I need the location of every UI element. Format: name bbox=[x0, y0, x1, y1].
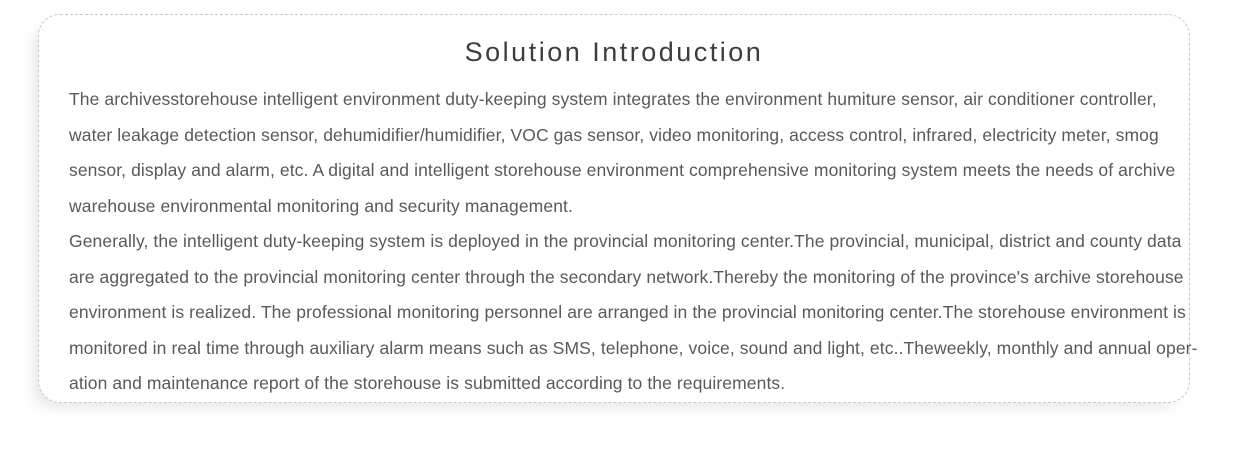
text-line: monitored in real time through auxiliary alarm means such as SMS, telephone, voice, sound and light, etc..Theweekly, monthly and annual oper- bbox=[69, 337, 1198, 358]
solution-introduction-card bbox=[38, 14, 1198, 403]
text-line: The archivesstorehouse intelligent environment duty-keeping system integrates the environment humiture sensor, air conditioner controller, bbox=[69, 89, 1157, 109]
text-line: ation and maintenance report of the storehouse is submitted according to the requirements. bbox=[69, 373, 786, 393]
text-line: are aggregated to the provincial monitoring center through the secondary network.Thereby the monitoring of the province's archive storehouse bbox=[69, 266, 1184, 287]
section-title: Solution Introduction bbox=[464, 37, 764, 67]
text-line: environment is realized. The professional monitoring personnel are arranged in the provincial monitoring center.The storehouse environment is bbox=[69, 302, 1186, 322]
text-line: warehouse environmental monitoring and security management. bbox=[69, 195, 573, 216]
paragraph-2 bbox=[69, 224, 1198, 402]
introduction-text bbox=[39, 82, 1198, 402]
text-line: water leakage detection sensor, dehumidifier/humidifier, VOC gas sensor, video monitoring, access control, infrared, electricity meter, smog bbox=[69, 124, 1159, 145]
text-line: sensor, display and alarm, etc. A digital and intelligent storehouse environment comprehensive monitoring system meets the needs of archive bbox=[69, 160, 1176, 180]
paragraph-1 bbox=[69, 82, 1176, 224]
text-line: Generally, the intelligent duty-keeping system is deployed in the provincial monitoring center.The provincial, municipal, district and county data bbox=[69, 231, 1182, 251]
